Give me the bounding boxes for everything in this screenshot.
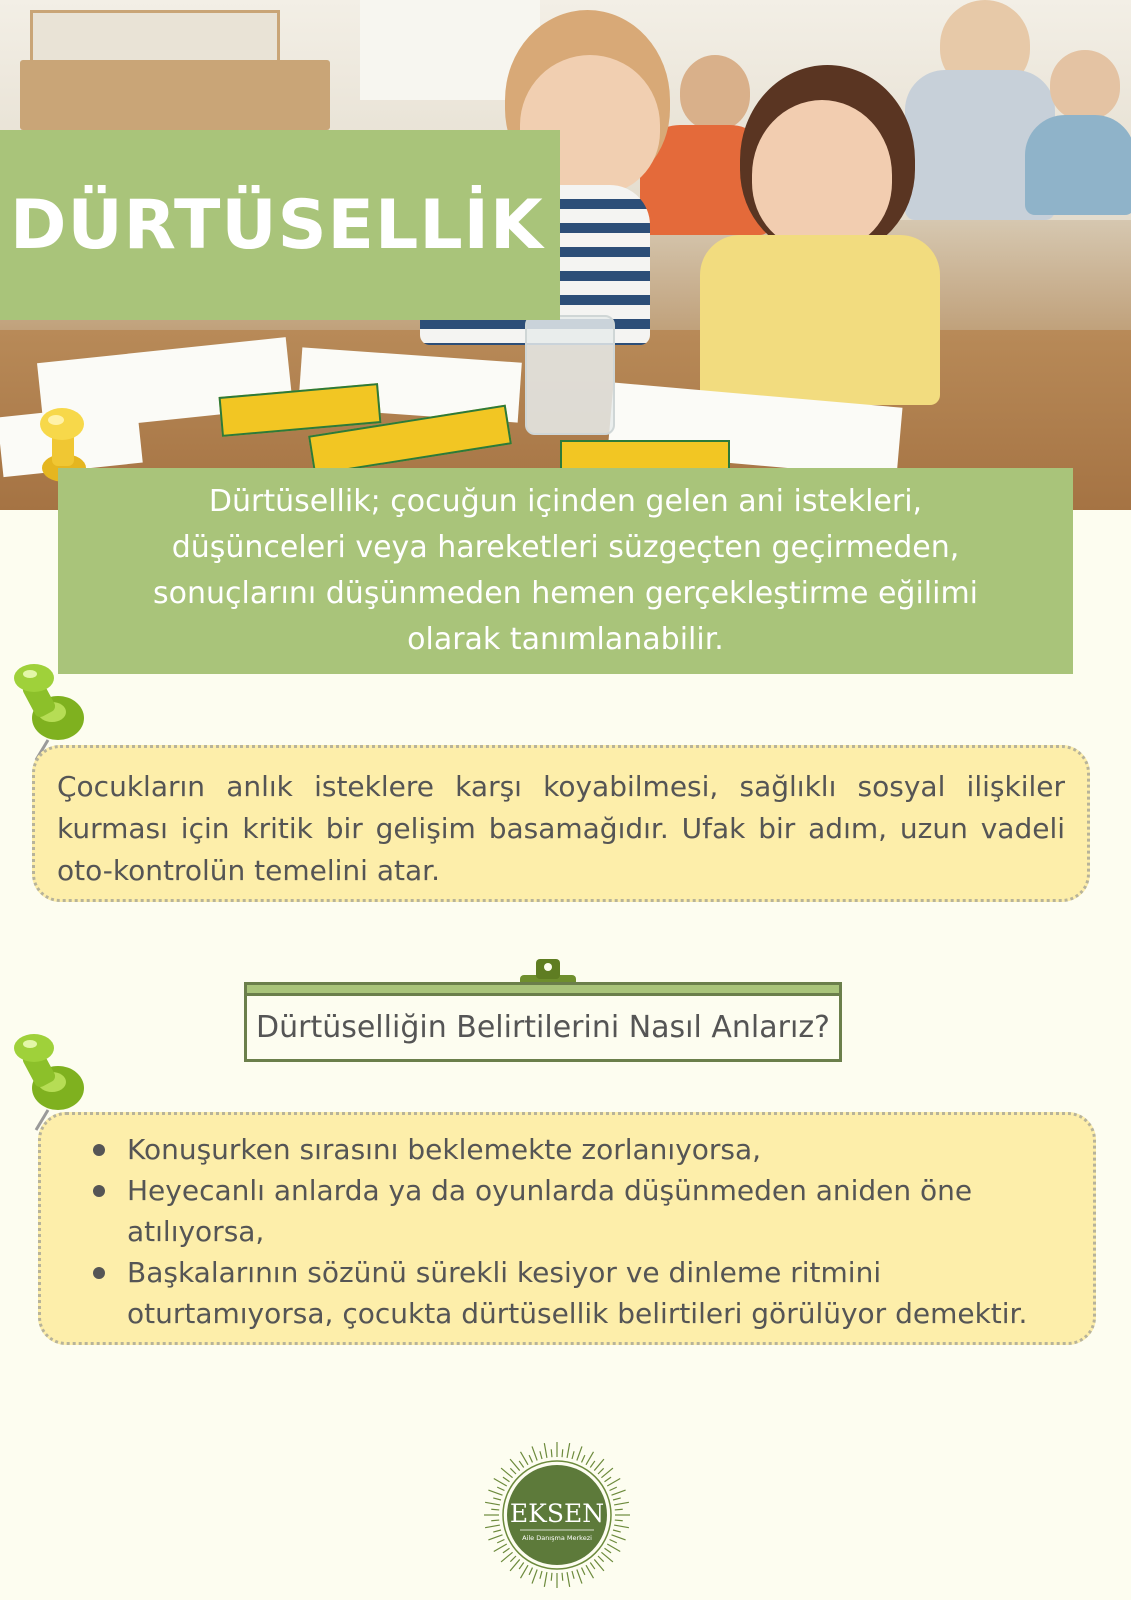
logo-ray: [510, 1556, 516, 1562]
logo-ray: [497, 1540, 504, 1543]
logo-ray: [519, 1563, 524, 1570]
logo-ray: [614, 1525, 629, 1528]
logo-ray: [494, 1479, 507, 1487]
logo-ray: [586, 1452, 594, 1465]
logo-ray: [494, 1544, 507, 1552]
logo-ray: [493, 1530, 501, 1532]
logo-ray: [521, 1452, 529, 1465]
logo-ray: [540, 1451, 542, 1459]
logo-name: EKSEN: [509, 1499, 605, 1528]
logo-ray: [613, 1498, 621, 1500]
logo-ray: [598, 1556, 604, 1562]
definition-box: [58, 468, 1073, 674]
logo-ray: [607, 1479, 620, 1487]
logo-ray: [551, 1573, 552, 1581]
logo-ray: [605, 1477, 612, 1482]
logo-ray: [529, 1568, 532, 1575]
importance-text: Çocukların anlık isteklere karşı koyabilmesi, sağlıklı sosyal ilişkiler kurması için kritik bir gelişim basamağıdır. Ufak bir adım, uzun vadeli oto-kontrolün temelini atar.: [57, 770, 1065, 887]
list-item: Heyecanlı anlarda ya da oyunlarda düşünmeden aniden öne atılıyorsa,: [65, 1170, 1069, 1252]
bullet-icon: [93, 1144, 105, 1156]
logo-ray: [488, 1490, 502, 1495]
logo-ray: [612, 1490, 626, 1495]
logo-ray: [488, 1535, 502, 1540]
logo-ray: [521, 1565, 529, 1578]
logo-ray: [503, 1477, 510, 1482]
question-text: Dürtüselliğin Belirtilerini Nasıl Anlarız?: [256, 1010, 830, 1045]
bullet-icon: [93, 1185, 105, 1197]
logo-ray: [529, 1455, 532, 1462]
logo-subtitle: Aile Danışma Merkezi: [522, 1534, 592, 1542]
logo-ray: [610, 1540, 617, 1543]
logo-ray: [551, 1449, 552, 1457]
logo-ray: [562, 1449, 563, 1457]
logo-ray: [567, 1443, 570, 1458]
eksen-logo: [482, 1440, 632, 1590]
logo-ray: [485, 1502, 500, 1505]
logo-ray: [607, 1544, 620, 1552]
question-label: [244, 996, 842, 1062]
logo-ray: [577, 1570, 582, 1584]
title-band: [0, 130, 560, 320]
logo-ray: [577, 1446, 582, 1460]
bullet-icon: [93, 1267, 105, 1279]
logo-ray: [614, 1502, 629, 1505]
logo-ray: [493, 1498, 501, 1500]
signs-list: [65, 1129, 1069, 1334]
logo-ray: [572, 1571, 574, 1579]
logo-ray: [497, 1487, 504, 1490]
logo-ray: [615, 1509, 623, 1510]
signs-box: [38, 1112, 1096, 1345]
logo-ray: [582, 1455, 585, 1462]
logo-ray: [612, 1535, 626, 1540]
logo-ray: [519, 1461, 524, 1468]
logo-ray: [532, 1446, 537, 1460]
logo-ray: [610, 1487, 617, 1490]
logo-ray: [615, 1520, 623, 1521]
logo-ray: [503, 1548, 510, 1553]
logo-ray: [590, 1461, 595, 1468]
logo-ray: [540, 1571, 542, 1579]
logo-ray: [544, 1443, 547, 1458]
logo-ray: [613, 1530, 621, 1532]
page-title: DÜRTÜSELLİK: [10, 185, 544, 265]
logo-ray: [491, 1509, 499, 1510]
importance-box: [32, 745, 1090, 902]
question-label-top: [244, 982, 842, 996]
logo-ray: [532, 1570, 537, 1584]
logo-ray: [491, 1520, 499, 1521]
logo-ray: [586, 1565, 594, 1578]
logo-ray: [567, 1572, 570, 1587]
logo-ray: [544, 1572, 547, 1587]
logo-ray: [510, 1468, 516, 1474]
definition-text: Dürtüsellik; çocuğun içinden gelen ani istekleri, düşünceleri veya hareketleri süzgeçten geçirmeden, sonuçlarını düşünmeden hemen gerçekleştirme eğilimi olarak tanımlanabilir.: [152, 484, 979, 657]
list-item: Başkalarının sözünü sürekli kesiyor ve dinleme ritmini oturtamıyorsa, çocukta dürtüsellik belirtileri görülüyor demektir.: [65, 1252, 1069, 1334]
logo-ray: [590, 1563, 595, 1570]
logo-ray: [485, 1525, 500, 1528]
logo-ray: [572, 1451, 574, 1459]
list-item: Konuşurken sırasını beklemekte zorlanıyorsa,: [65, 1129, 1069, 1170]
logo-ray: [598, 1468, 604, 1474]
logo-ray: [562, 1573, 563, 1581]
logo-ray: [605, 1548, 612, 1553]
logo-ray: [582, 1568, 585, 1575]
